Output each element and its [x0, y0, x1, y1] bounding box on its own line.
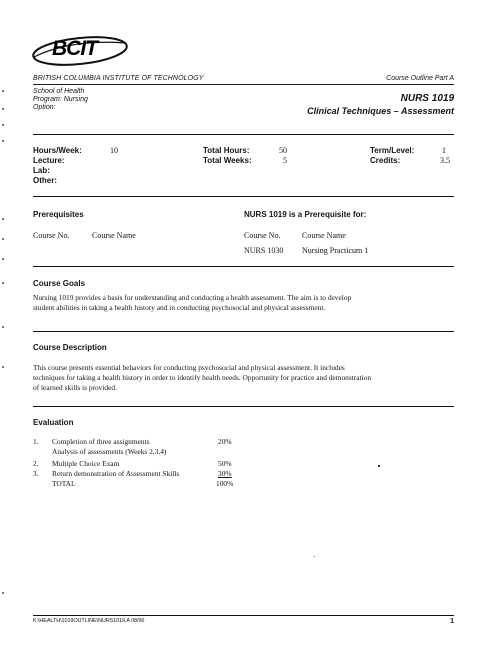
outline-part: Course Outline Part A [386, 75, 454, 82]
hours-week-value: 10 [110, 146, 118, 155]
lab-label: Lab: [33, 166, 50, 175]
prereq-for-row-name: Nursing Practicum 1 [302, 246, 369, 255]
evaluation-item-text: Analysis of assessments (Weeks 2,3,4) [52, 447, 167, 456]
lecture-label: Lecture: [33, 156, 65, 165]
evaluation-item-pct: 30% [218, 469, 232, 478]
course-goals-heading: Course Goals [33, 279, 86, 288]
logo-text: BCIT [52, 37, 97, 60]
evaluation-item-pct: 20% [218, 437, 232, 446]
course-description-text [33, 363, 463, 393]
total-weeks-value: 5 [283, 156, 287, 165]
total-hours-label: Total Hours: [203, 146, 250, 155]
evaluation-heading: Evaluation [33, 418, 74, 427]
prereq-for-col-no: Course No. [244, 231, 281, 240]
evaluation-item-text: Multiple Choice Exam [52, 459, 120, 468]
prereq-for-col-name: Course Name [302, 231, 346, 240]
school-name: School of Health [33, 88, 85, 95]
evaluation-item-text: TOTAL [52, 479, 76, 488]
institute-name: BRITISH COLUMBIA INSTITUTE OF TECHNOLOGY [33, 75, 204, 82]
course-goals-line: Nursing 1019 provides a basis for understanding and conducting a health assessment. The aim is to develop [33, 293, 352, 302]
course-title: Clinical Techniques – Assessment [307, 106, 454, 116]
course-description-line: This course presents essential behaviors for conducting psychosocial and physical assessment. It includes [33, 363, 345, 372]
prereq-col-name: Course Name [92, 231, 136, 240]
credits-value: 3.5 [440, 156, 450, 165]
course-description-line: techniques for taking a health history in order to identify health needs. Opportunity for practice and demonstration [33, 373, 372, 382]
course-description-line: of learned skills is provided. [33, 383, 117, 392]
prereq-for-heading: NURS 1019 is a Prerequisite for: [244, 210, 367, 219]
option-label: Option: [33, 104, 56, 111]
total-hours-value: 50 [279, 146, 287, 155]
evaluation-item-text: Completion of three assignments [52, 437, 150, 446]
hours-week-label: Hours/Week: [33, 146, 82, 155]
scan-speck [314, 556, 315, 557]
scan-speck [378, 465, 380, 467]
credits-label: Credits: [370, 156, 401, 165]
prerequisites-heading: Prerequisites [33, 210, 84, 219]
prereq-for-row-no: NURS 1030 [244, 246, 284, 255]
footer-path: K:\HEALTH\1019OUTLINE\NURS1019.A 08/96 [33, 618, 145, 624]
evaluation-item-pct: 100% [216, 479, 234, 488]
total-weeks-label: Total Weeks: [203, 156, 252, 165]
course-description-heading: Course Description [33, 343, 107, 352]
course-goals-text [33, 293, 463, 313]
term-label: Term/Level: [370, 146, 415, 155]
other-label: Other: [33, 176, 57, 185]
evaluation-item-num: 2. [33, 459, 39, 468]
term-value: 1 [442, 146, 446, 155]
course-goals-line: student abilities in taking a health history and in conducting psychosocial and physical assessment. [33, 303, 326, 312]
evaluation-item-text: Return demonstration of Assessment Skills [52, 469, 180, 478]
program-name: Program: Nursing [33, 96, 88, 103]
page-number: 1 [450, 618, 454, 625]
evaluation-item-pct: 50% [218, 459, 232, 468]
evaluation-item-num: 3. [33, 469, 39, 478]
course-code: NURS 1019 [400, 93, 454, 104]
evaluation-item-num: 1. [33, 437, 39, 446]
bcit-logo [30, 33, 132, 67]
prereq-col-no: Course No. [33, 231, 70, 240]
